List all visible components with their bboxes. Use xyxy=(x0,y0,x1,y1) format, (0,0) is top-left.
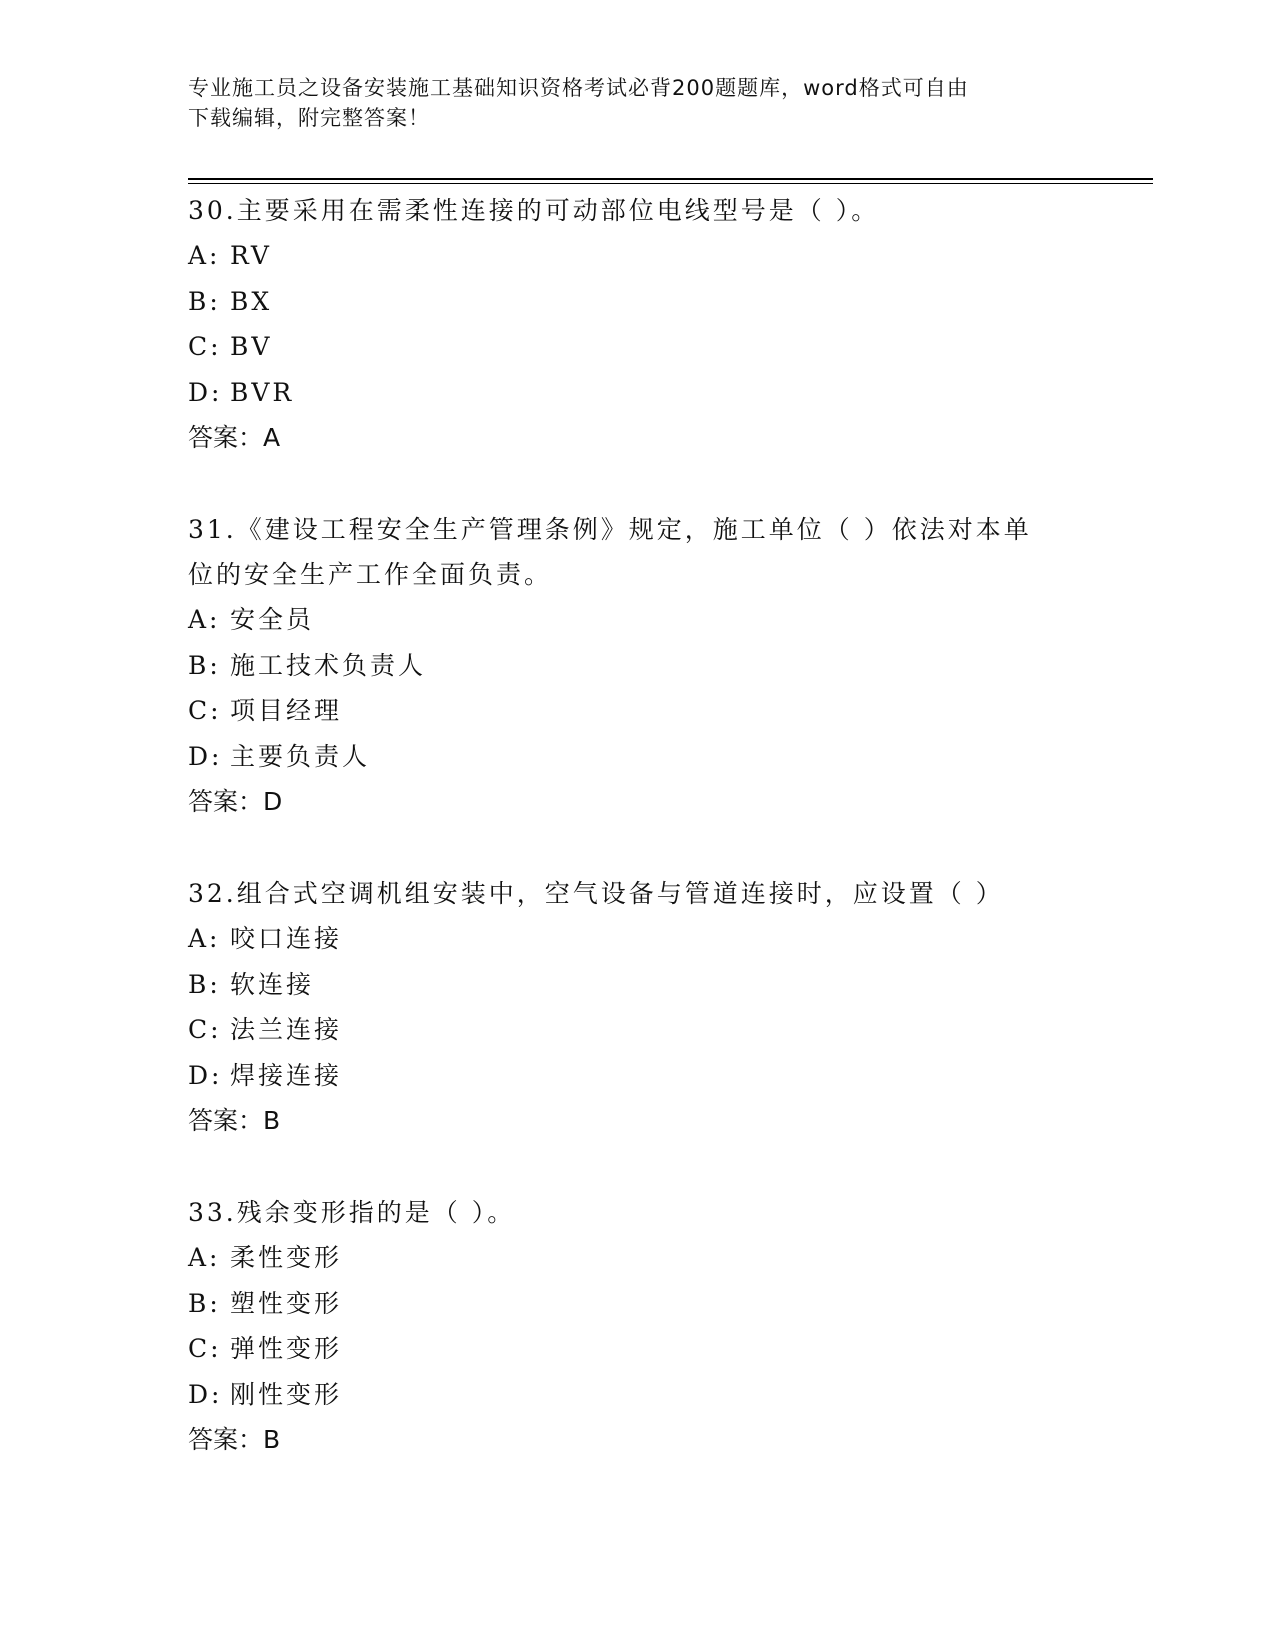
option-d xyxy=(188,370,1068,416)
option-c xyxy=(188,1007,1068,1053)
option-text: BVR xyxy=(230,377,295,407)
header-divider xyxy=(188,178,1153,180)
option-text: 咬口连接 xyxy=(230,924,343,953)
question-block xyxy=(188,507,1068,824)
option-d xyxy=(188,1372,1068,1418)
option-text: 施工技术负责人 xyxy=(230,650,427,680)
answer-line: 答案：B xyxy=(188,1106,281,1135)
option-b xyxy=(188,962,1068,1008)
option-text: 刚性变形 xyxy=(230,1379,343,1409)
document-header xyxy=(188,73,1068,133)
option-text: 塑性变形 xyxy=(230,1288,343,1318)
option-key: D: xyxy=(188,377,223,407)
option-key: B: xyxy=(188,969,221,999)
question-stem: 30.主要采用在需柔性连接的可动部位电线型号是（ ）。 xyxy=(188,196,880,225)
option-key: A: xyxy=(188,241,221,270)
question-block xyxy=(188,188,1068,460)
option-c xyxy=(188,688,1068,734)
question-stem: 位的安全生产工作全面负责。 xyxy=(188,560,553,589)
option-key: B: xyxy=(188,1288,221,1318)
option-key: B: xyxy=(188,286,221,316)
header-line: 下载编辑，附完整答案！ xyxy=(188,106,430,130)
option-b xyxy=(188,643,1068,689)
question-stem: 32.组合式空调机组安装中，空气设备与管道连接时，应设置（ ） xyxy=(188,879,1004,908)
option-a xyxy=(188,233,1068,279)
answer-line: 答案：D xyxy=(188,787,283,816)
option-b xyxy=(188,1281,1068,1327)
option-d xyxy=(188,1053,1068,1099)
option-text: 焊接连接 xyxy=(230,1060,343,1090)
option-a xyxy=(188,597,1068,643)
option-key: B: xyxy=(188,650,221,680)
option-key: D: xyxy=(188,1060,223,1090)
option-text: BV xyxy=(230,332,273,361)
option-key: A: xyxy=(188,1243,221,1272)
answer-line: 答案：B xyxy=(188,1425,281,1454)
option-key: C: xyxy=(188,1334,222,1363)
option-key: A: xyxy=(188,924,221,953)
option-key: D: xyxy=(188,741,223,771)
option-text: 软连接 xyxy=(230,969,315,999)
question-stem: 31.《建设工程安全生产管理条例》规定，施工单位（ ）依法对本单 xyxy=(188,515,1032,544)
option-text: 主要负责人 xyxy=(230,741,371,771)
header-divider xyxy=(188,183,1153,184)
option-d xyxy=(188,734,1068,780)
option-a xyxy=(188,1235,1068,1281)
option-text: 项目经理 xyxy=(230,696,343,725)
option-a xyxy=(188,916,1068,962)
option-text: 法兰连接 xyxy=(230,1015,343,1044)
option-text: RV xyxy=(230,241,272,270)
option-text: BX xyxy=(230,286,273,316)
option-text: 安全员 xyxy=(230,605,315,634)
option-key: C: xyxy=(188,332,222,361)
header-line: 专业施工员之设备安装施工基础知识资格考试必背200题题库，word格式可自由 xyxy=(188,76,969,100)
option-c xyxy=(188,1326,1068,1372)
option-key: C: xyxy=(188,696,222,725)
option-c xyxy=(188,324,1068,370)
question-stem: 33.残余变形指的是（ ）。 xyxy=(188,1198,516,1227)
question-block xyxy=(188,871,1068,1143)
option-text: 柔性变形 xyxy=(230,1243,343,1272)
option-b xyxy=(188,279,1068,325)
question-block xyxy=(188,1190,1068,1462)
option-text: 弹性变形 xyxy=(230,1334,343,1363)
option-key: D: xyxy=(188,1379,223,1409)
option-key: A: xyxy=(188,605,221,634)
option-key: C: xyxy=(188,1015,222,1044)
answer-line: 答案：A xyxy=(188,423,281,452)
